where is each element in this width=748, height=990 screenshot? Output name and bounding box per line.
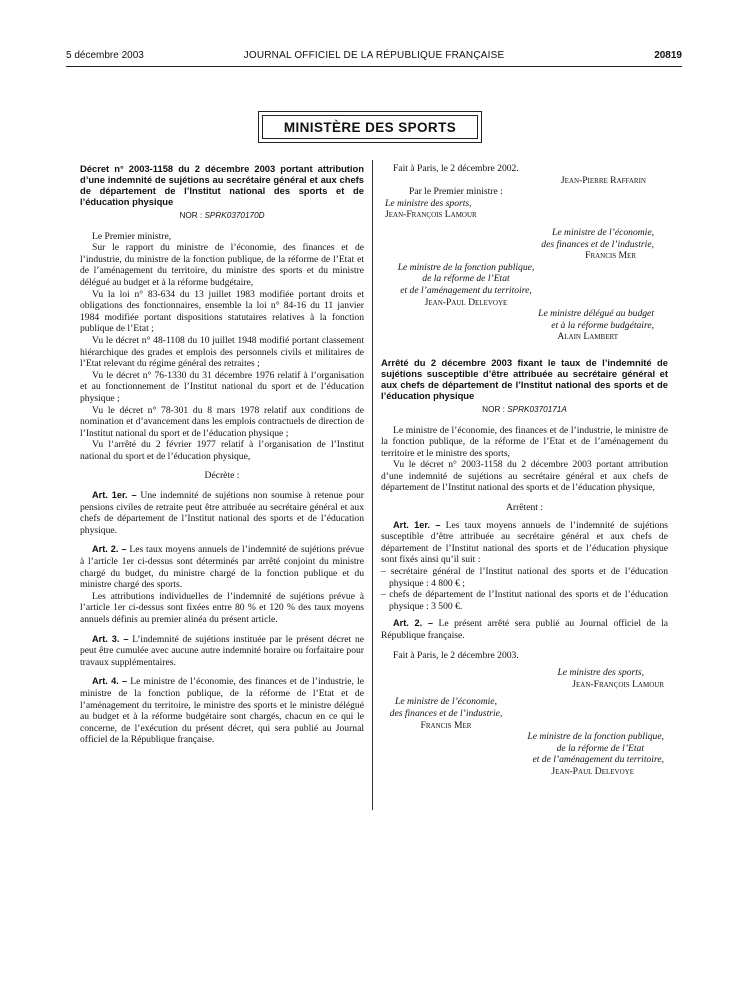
decree-article-2-paragraph-2: Les attributions individuelles de l’indemnité de sujétions prévue à l’article 1er ci-dessus sont fixées entre 80 % et 120 % des taux moyens annuels définis au premier alinéa du présent article. [80, 590, 364, 625]
decree-vu: Sur le rapport du ministre de l’économie, des finances et de l’industrie, du ministre de la fonction publique, de la réforme de l’Etat et de l’aménagement du territoire, du ministre des sports et du ministre délégué au budget et à la réforme budgétaire, [80, 242, 364, 288]
arrete-article-1 [381, 520, 668, 566]
decree-article-3 [80, 634, 364, 669]
decree-intro: Le Premier ministre, [92, 230, 172, 242]
signatory-role: de la réforme de l’Etat [556, 742, 644, 754]
column-divider [372, 160, 373, 810]
article-text: Les taux moyens annuels de l’indemnité de sujétions prévue à l’article 1er ci-dessus sont déterminés par arrêté conjoint du ministre chargé du budget, du ministre chargé de la fonction publique et du ministre chargé des sports. [80, 544, 364, 591]
signatory-role: Le ministre des sports, [557, 667, 644, 679]
arrete-item-secretaire: – secrétaire général de l’Institut national des sports et de l’éducation physique : 4 800 € ; [381, 566, 668, 589]
signatory-role: et à la réforme budgétaire, [551, 319, 654, 331]
decree-fait: Fait à Paris, le 2 décembre 2002. [393, 163, 519, 174]
article-text: Les taux moyens annuels de l’indemnité de sujétions susceptible d’être attribuée au secrétaire général et aux chefs de département de l’Institut national des sports et de l’éducation physique sont fixés ainsi qu’il suit : [381, 519, 668, 566]
arrete-intro: Le ministre de l’économie, des finances et de l’industrie, le ministre de la fonction publique, de la réforme de l’Etat et de l’aménagement du territoire et le ministre des sports, [381, 424, 668, 459]
article-label: Art. 3. – [92, 633, 129, 644]
decree-signatory-economie [381, 227, 654, 262]
decree-article-2 [80, 544, 364, 590]
arrete-item-chefs: – chefs de département de l’Institut national des sports et de l’éducation physique : 3 500 €. [381, 589, 668, 612]
decree-vu: Vu l’arrêté du 2 février 1977 relatif à l’organisation de l’Institut national du sport et de l’éducation physique, [80, 439, 364, 462]
arrete-arretent: Arrêtent : [505, 502, 544, 514]
signatory-role: et de l’aménagement du territoire, [532, 754, 664, 766]
decree-vu: Vu le décret n° 76-1330 du 31 décembre 1976 relatif à l’organisation et au fonctionnement de l’Institut national du sport et de l’éducation physique ; [80, 369, 364, 404]
ministry-box [258, 111, 482, 143]
signatory-name: Jean-Paul Delevoye [551, 765, 634, 777]
header-page-number: 20819 [654, 50, 682, 61]
decree-vu: Vu la loi n° 83-634 du 13 juillet 1983 modifiée portant droits et obligations des fonctionnaires, ensemble la loi n° 84-16 du 11 janvier 1984 modifiée portant dispositions statutaires relatives à la fonction publique de l’Etat ; [80, 288, 364, 335]
signatory-role: Le ministre de la fonction publique, [397, 261, 535, 273]
signatory-name: Jean-Paul Delevoye [424, 296, 508, 308]
decree-article-4 [80, 676, 364, 746]
decree-vu: Vu le décret n° 48-1108 du 10 juillet 1948 modifié portant classement hiérarchique des grades et emplois des personnels civils et militaires de l’Etat relevant du régime général des retraites ; [80, 334, 364, 370]
signatory-role: Le ministre des sports, [385, 197, 472, 209]
signatory-role: Le ministre délégué au budget [538, 308, 654, 320]
signatory-role: des finances et de l’industrie, [541, 238, 654, 250]
signatory-role: Le ministre de l’économie, [395, 696, 497, 708]
signatory-role: de la réforme de l’Etat [422, 273, 510, 285]
decree-signatory-budget [381, 308, 654, 343]
signatory-role: des finances et de l’industrie, [389, 707, 503, 719]
decree-title: Décret n° 2003-1158 du 2 décembre 2003 portant attribution d’une indemnité de sujétions au secrétaire général et aux chefs de département de l’Institut national des sports et de l’éducation physique [80, 163, 364, 207]
arrete-nor [381, 404, 668, 416]
decree-decrete: Décrète : [204, 470, 240, 482]
par-premier-ministre: Par le Premier ministre : [409, 186, 503, 198]
signatory-name: Francis Mer [420, 719, 472, 731]
article-text: Le présent arrêté sera publié au Journal officiel de la République française. [381, 618, 668, 641]
arrete-signatory-sports [381, 667, 664, 690]
article-text: Le ministre de l’économie, des finances et de l’industrie, le ministre de la fonction publique, de la réforme de l’Etat et de l’aménagement du territoire, le ministre des sports et le ministre délégué au budget et à la réforme budgétaire sont chargés, chacun en ce qui le concerne, de l’exécution du présent décret, qui sera publié au Journal officiel de la République française. [80, 676, 364, 746]
signatory-name: Jean-François Lamour [385, 209, 477, 221]
decree-nor [80, 210, 364, 222]
article-label: Art. 1er. – [393, 519, 441, 530]
decree-nor-code: SPRK0370170D [204, 211, 265, 220]
arrete-nor-label: NOR : [482, 404, 505, 414]
signatory-name: Jean-François Lamour [572, 678, 664, 690]
article-text: Une indemnité de sujétions non soumise à retenue pour pensions civiles de retraite peut être attribuée au secrétaire général et aux chefs de département de l’Institut national des sports et de l’éducation physique. [80, 490, 364, 536]
decree-nor-label: NOR : [179, 211, 203, 220]
decree-signatory-sports [381, 198, 668, 221]
page-header [66, 50, 682, 64]
arrete-vu: Vu le décret n° 2003-1158 du 2 décembre 2003 portant attribution d’une indemnité de sujétions au secrétaire général et aux chefs de département de l’Institut national des sports et de l’éducation physique, [381, 459, 668, 494]
header-rule [66, 66, 682, 67]
article-label: Art. 2. – [393, 618, 433, 629]
article-label: Art. 4. – [92, 676, 128, 687]
decree-article-1 [80, 490, 364, 536]
signatory-role: et de l’aménagement du territoire, [400, 284, 532, 296]
header-date: 5 décembre 2003 [66, 50, 144, 61]
pm-name: Jean-Pierre Raffarin [560, 174, 646, 186]
signatory-role: Le ministre de l’économie, [552, 226, 654, 238]
article-label: Art. 2. – [92, 544, 127, 555]
signatory-name: Alain Lambert [557, 331, 618, 343]
ministry-title: MINISTÈRE DES SPORTS [262, 115, 478, 139]
arrete-nor-code: SPRK0370171A [507, 404, 567, 414]
header-journal-title: JOURNAL OFFICIEL DE LA RÉPUBLIQUE FRANÇAISE [243, 50, 505, 61]
arrete-article-2 [381, 618, 668, 641]
right-column [381, 163, 668, 778]
decree-vu: Vu le décret n° 78-301 du 8 mars 1978 relatif aux conditions de nomination et d’avancement dans les emplois contractuels de direction de l’Institut national du sport et de l’éducation physique ; [80, 404, 364, 439]
arrete-signatory-fonction-publique [381, 731, 664, 777]
decree-column [80, 163, 364, 746]
article-label: Art. 1er. – [92, 490, 137, 501]
signatory-role: Le ministre de la fonction publique, [527, 731, 664, 743]
article-text: L’indemnité de sujétions instituée par le présent décret ne peut être cumulée avec aucune autre indemnité horaire ou forfaitaire pour travaux supplémentaires. [80, 633, 364, 668]
arrete-signatory-economie [381, 696, 511, 731]
arrete-fait: Fait à Paris, le 2 décembre 2003. [393, 649, 519, 661]
decree-signatory-fonction-publique [381, 262, 551, 308]
arrete-title: Arrêté du 2 décembre 2003 fixant le taux de l’indemnité de sujétions susceptible d’être attribuée au secrétaire général et aux chefs de département de l’Institut national des sports et de l’éducation physique [381, 356, 668, 401]
signatory-name: Francis Mer [585, 250, 636, 262]
